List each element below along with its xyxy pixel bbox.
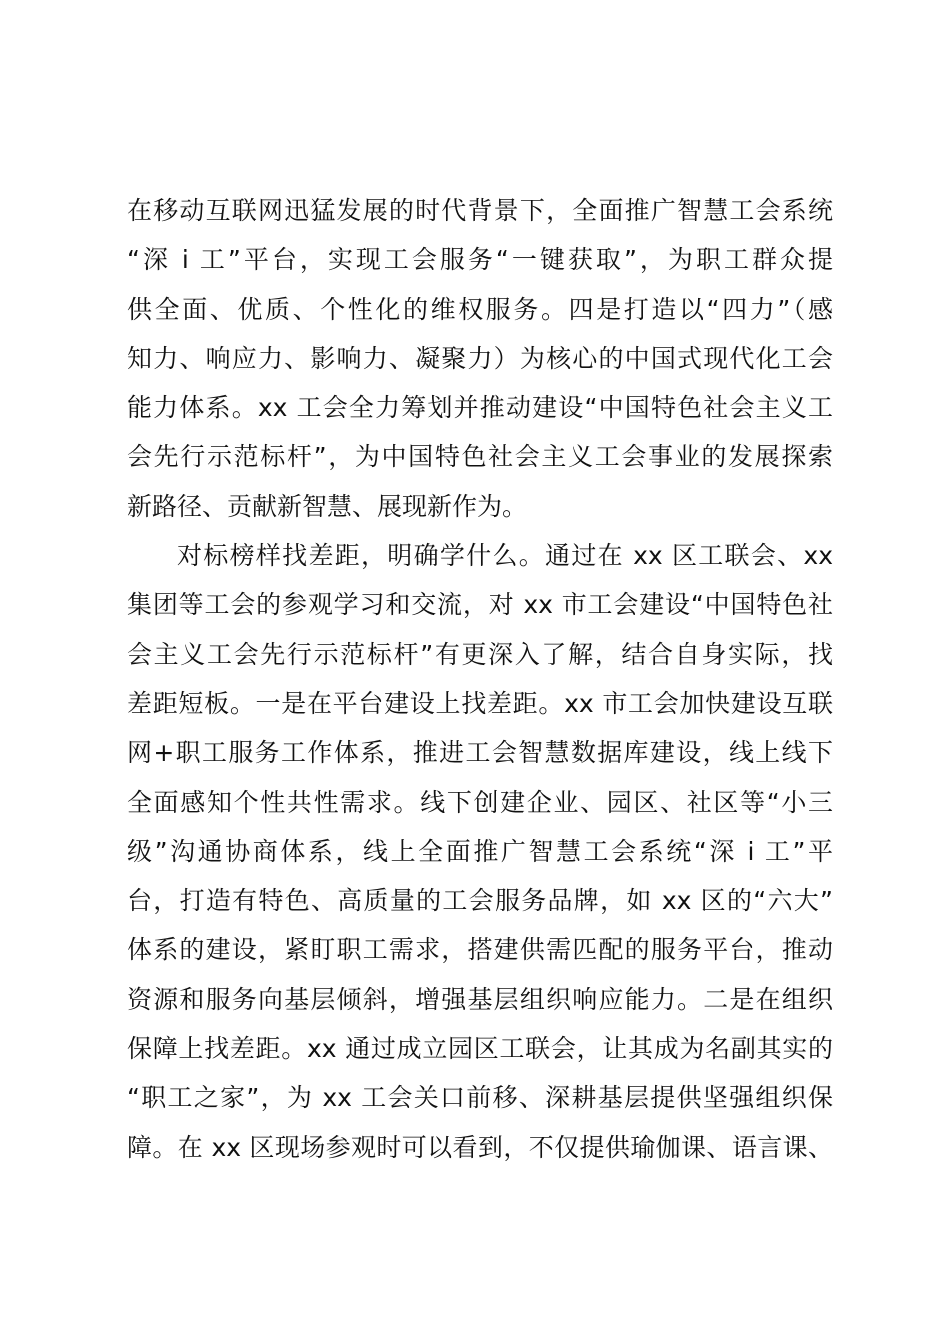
text-line: 保障上找差距。xx 通过成立园区工联会，让其成为名副其实的 [127,1034,833,1064]
text-line: 知力、响应力、影响力、凝聚力）为核心的中国式现代化工会 [127,343,833,373]
text-line: 会主义工会先行示范标杆”有更深入了解，结合自身实际，找 [127,639,833,669]
text-line: 差距短板。一是在平台建设上找差距。xx 市工会加快建设互联 [127,688,833,718]
text-line: 供全面、优质、个性化的维权服务。四是打造以“四力”（感 [127,294,833,324]
text-line: 全面感知个性共性需求。线下创建企业、园区、社区等“小三 [127,787,833,817]
text-line: 新路径、贡献新智慧、展现新作为。 [127,491,528,521]
body-text [127,186,833,1172]
text-line: 障。在 xx 区现场参观时可以看到，不仅提供瑜伽课、语言课、 [127,1132,833,1162]
text-line: 网+职工服务工作体系，推进工会智慧数据库建设，线上线下 [127,738,833,768]
text-line: “深 i 工”平台，实现工会服务“一键获取”，为职工群众提 [127,245,833,275]
text-line: “职工之家”，为 xx 工会关口前移、深耕基层提供坚强组织保 [127,1083,833,1113]
text-line: 能力体系。xx 工会全力筹划并推动建设“中国特色社会主义工 [127,393,833,423]
text-line: 集团等工会的参观学习和交流，对 xx 市工会建设“中国特色社 [127,590,833,620]
text-line: 体系的建设，紧盯职工需求，搭建供需匹配的服务平台，推动 [127,935,833,965]
text-line: 在移动互联网迅猛发展的时代背景下，全面推广智慧工会系统 [127,196,833,225]
text-line: 资源和服务向基层倾斜，增强基层组织响应能力。二是在组织 [127,984,833,1014]
paragraph-first-line: 对标榜样找差距，明确学什么。通过在 xx 区工联会、xx [177,541,833,571]
text-line: 会先行示范标杆”，为中国特色社会主义工会事业的发展探索 [127,442,833,472]
text-line: 级”沟通协商体系，线上全面推广智慧工会系统“深 i 工”平 [127,836,833,866]
text-line: 台，打造有特色、高质量的工会服务品牌，如 xx 区的“六大” [127,886,833,916]
